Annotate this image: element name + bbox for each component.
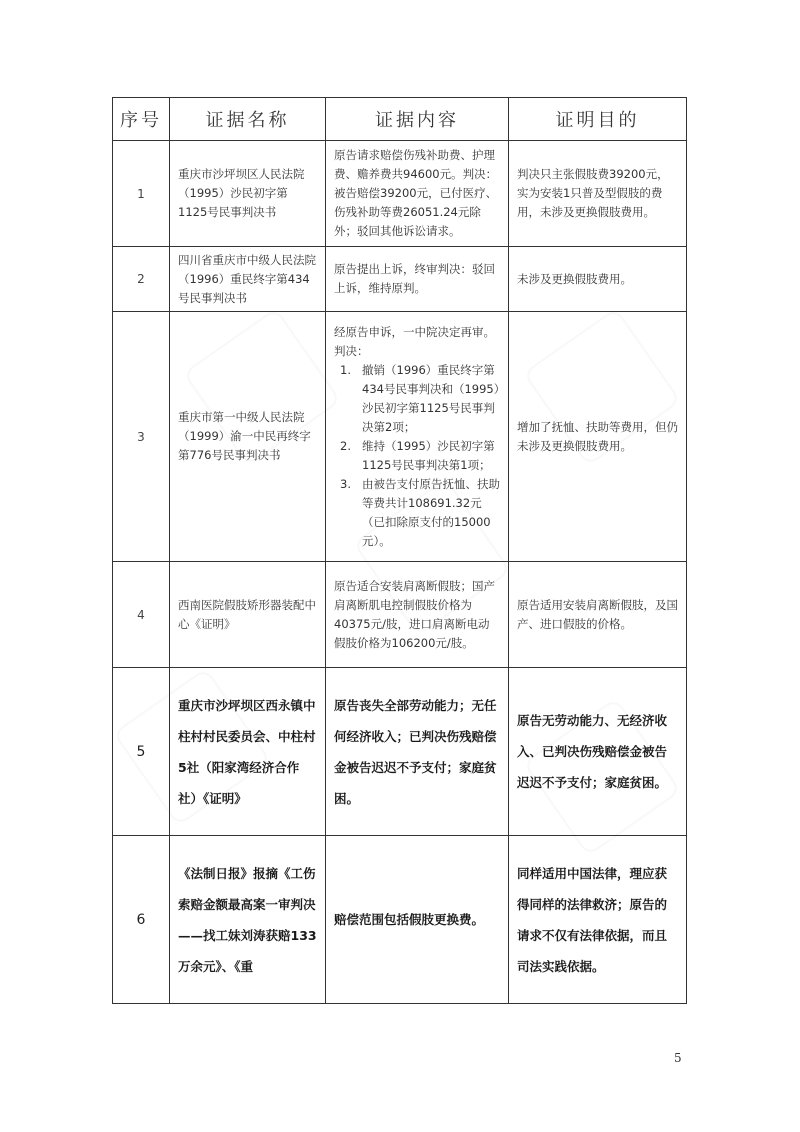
header-purpose: 证明目的 <box>509 98 687 141</box>
row-number: 3 <box>113 312 170 562</box>
row-number: 5 <box>113 668 170 836</box>
evidence-name: 《法制日报》报摘《工伤索赔金额最高案一审判决——找工妹刘涛获赔133万余元》、《重 <box>178 865 317 974</box>
table-header-row <box>113 98 687 141</box>
row-number: 1 <box>113 141 170 247</box>
evidence-name: 重庆市沙坪坝区西永镇中柱村村民委员会、中柱村5社（阳家湾经济合作社）《证明》 <box>178 697 316 806</box>
evidence-content: 原告提出上诉，终审判决：驳回上诉，维持原判。 <box>334 262 495 295</box>
judgment-items <box>334 361 500 551</box>
table-row <box>113 562 687 668</box>
evidence-content: 原告请求赔偿伤残补助费、护理费、赡养费共94600元。判决：被告赔偿39200元，已付医疗、伤残补助等费26051.24元除外；驳回其他诉讼请求。 <box>334 148 498 238</box>
content-intro: 经原告申诉，一中院决定再审。判决： <box>334 324 495 358</box>
evidence-purpose: 原告适用安装肩离断假肢，及国产、进口假肢的价格。 <box>517 597 678 631</box>
evidence-name: 重庆市沙坪坝区人民法院（1995）沙民初字第1125号民事判决书 <box>178 167 305 219</box>
list-item: 维持（1995）沙民初字第1125号民事判决第1项； <box>362 438 495 472</box>
evidence-content: 赔偿范围包括假肢更换费。 <box>334 912 485 927</box>
evidence-purpose: 同样适用中国法律，理应获得同样的法律救济；原告的请求不仅有法律依据，而且司法实践依据。 <box>517 865 668 974</box>
evidence-name: 西南医院假肢矫形器装配中心《证明》 <box>178 597 316 631</box>
table-row <box>113 247 687 312</box>
evidence-purpose: 原告无劳动能力、无经济收入、已判决伤残赔偿金被告迟迟不予支付；家庭贫困。 <box>517 713 668 790</box>
row-number: 2 <box>113 247 170 312</box>
table-row <box>113 668 687 836</box>
list-item: 由被告支付原告抚恤、扶助等费共计108691.32元（已扣除原支付的15000元）。 <box>362 476 500 548</box>
list-item: 撤销（1996）重民终字第434号民事判决和（1995）沙民初字第1125号民事判决第2项； <box>362 362 500 434</box>
evidence-content: 原告适合安装肩离断假肢；国产肩离断肌电控制假肢价格为40375元/肢，进口肩离断电动假肢价格为106200元/肢。 <box>334 578 495 650</box>
evidence-content: 原告丧失全部劳动能力；无任何经济收入；已判决伤残赔偿金被告迟迟不予支付；家庭贫困。 <box>334 697 497 806</box>
evidence-table <box>112 97 687 1004</box>
header-name: 证据名称 <box>170 98 326 141</box>
page-number: 5 <box>674 1051 682 1065</box>
table-row <box>113 141 687 247</box>
evidence-purpose: 未涉及更换假肢费用。 <box>517 271 632 286</box>
row-number: 6 <box>113 836 170 1004</box>
evidence-purpose: 判决只主张假肢费39200元，实为安装1只普及型假肢的费用，未涉及更换假肢费用。 <box>517 167 669 219</box>
header-no: 序号 <box>113 98 170 141</box>
evidence-content <box>326 320 508 554</box>
evidence-name: 四川省重庆市中级人民法院（1996）重民终字第434号民事判决书 <box>178 252 316 305</box>
table-row <box>113 312 687 562</box>
evidence-purpose: 增加了抚恤、扶助等费用，但仍未涉及更换假肢费用。 <box>517 419 678 453</box>
table-row <box>113 836 687 1004</box>
row-number: 4 <box>113 562 170 668</box>
evidence-name: 重庆市第一中级人民法院（1999）渝一中民再终字第776号民事判决书 <box>178 410 311 462</box>
header-content: 证据内容 <box>326 98 509 141</box>
